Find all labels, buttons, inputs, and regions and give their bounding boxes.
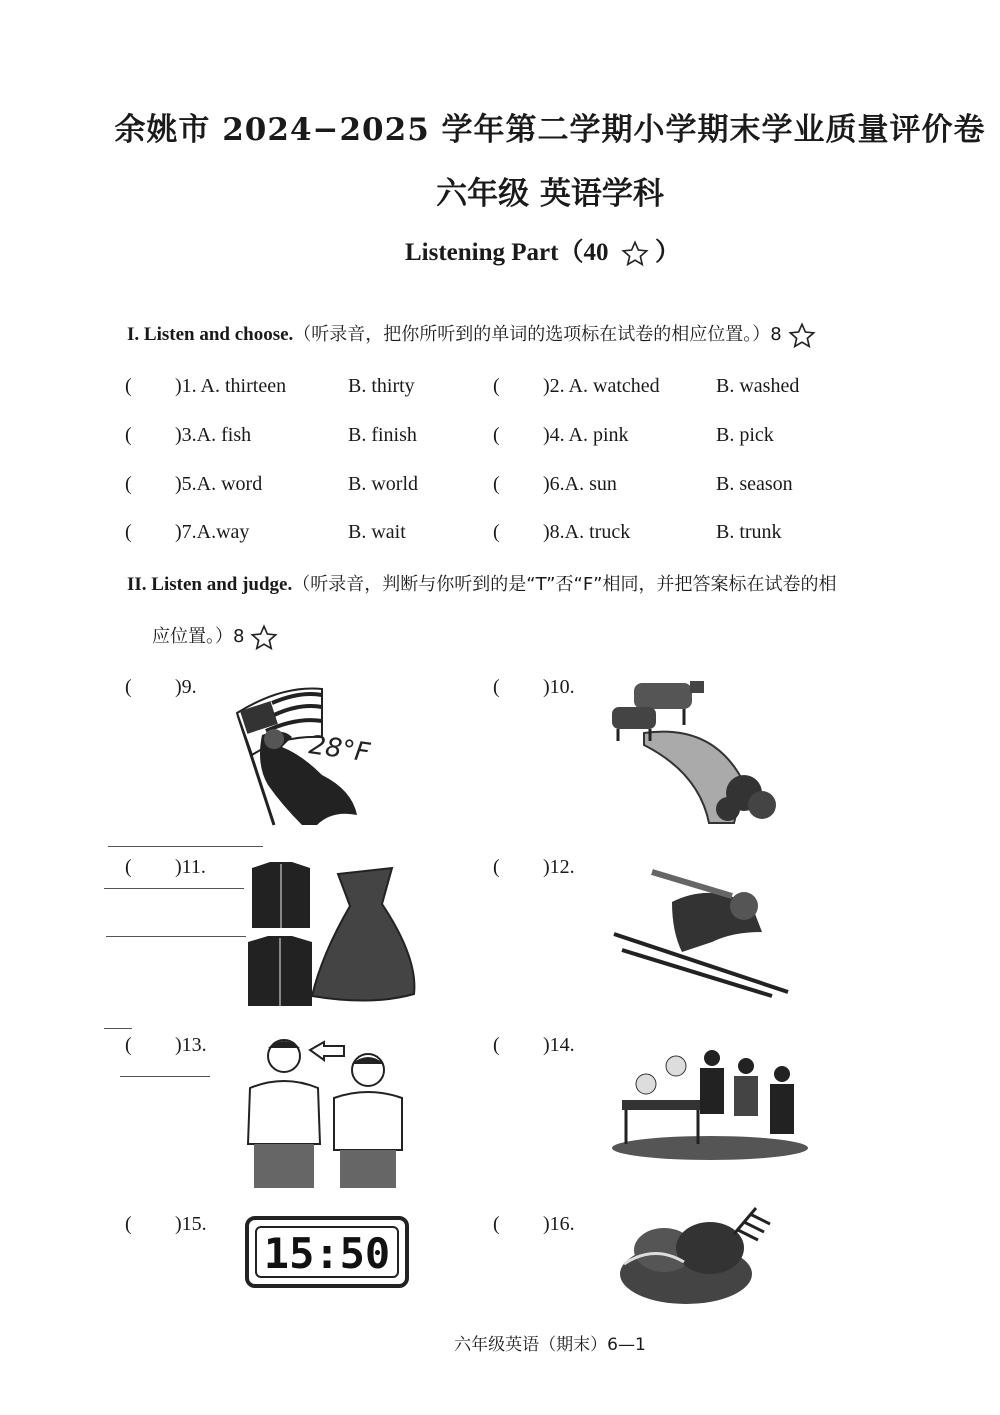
skier-picture <box>612 862 794 1000</box>
clock-time: 15:50 <box>255 1226 399 1278</box>
q5-paren[interactable]: ( <box>125 473 132 495</box>
arrow-icon <box>310 1042 344 1060</box>
part-label: Listening Part（40 <box>405 239 609 266</box>
divider <box>106 936 246 937</box>
temperature-label: 28°F <box>307 730 372 769</box>
q8-option-b: B. trunk <box>716 521 782 543</box>
q3-paren[interactable]: ( <box>125 424 132 446</box>
grade-subject: 六年级 英语学科 <box>436 176 664 212</box>
q13-paren[interactable]: ( <box>125 1034 132 1056</box>
q9-number: )9. <box>175 676 197 698</box>
q4-option-b: B. pick <box>716 424 774 446</box>
q15-number: )15. <box>175 1213 207 1235</box>
queue-picture <box>612 1044 810 1162</box>
section2-instruction-2: 应位置。）8 <box>152 626 245 647</box>
two-boys-picture <box>240 1034 416 1190</box>
boy-icon <box>248 1040 320 1188</box>
q6-option-a: )6.A. sun <box>543 473 617 495</box>
section1-heading <box>127 320 816 350</box>
listening-part-heading <box>0 232 1000 268</box>
q11-number: )11. <box>175 856 206 878</box>
q5-option-a: )5.A. word <box>175 473 263 495</box>
q1-paren[interactable]: ( <box>125 375 132 397</box>
cloud-icon <box>620 1222 752 1304</box>
q4-paren[interactable]: ( <box>493 424 500 446</box>
section2-heading <box>127 570 837 596</box>
page-footer: 六年级英语（期末）6—1 <box>454 1335 646 1355</box>
q8-paren[interactable]: ( <box>493 521 500 543</box>
q7-paren[interactable]: ( <box>125 521 132 543</box>
q1-option-a: )1. A. thirteen <box>175 375 287 397</box>
q2-option-b: B. washed <box>716 375 800 397</box>
section2-instruction: （听录音，判断与你听到的是“T”否“F”相同，并把答案标在试卷的相 <box>292 574 837 595</box>
divider <box>120 1076 210 1077</box>
section1-instruction: （听录音，把你所听到的单词的选项标在试卷的相应位置。）8 <box>293 324 782 345</box>
exam-title: 余姚市 2024−2025 学年第二学期小学期末学业质量评价卷 <box>114 112 986 148</box>
cow-icon <box>612 707 656 741</box>
q16-paren[interactable]: ( <box>493 1213 500 1235</box>
q9-paren[interactable]: ( <box>125 676 132 698</box>
q6-option-b: B. season <box>716 473 793 495</box>
q6-paren[interactable]: ( <box>493 473 500 495</box>
person-icon <box>734 1058 758 1116</box>
divider <box>104 888 244 889</box>
q15-paren[interactable]: ( <box>125 1213 132 1235</box>
divider <box>108 846 263 847</box>
q2-paren[interactable]: ( <box>493 375 500 397</box>
q5-option-b: B. world <box>348 473 418 495</box>
q14-paren[interactable]: ( <box>493 1034 500 1056</box>
q12-number: )12. <box>543 856 575 878</box>
divider <box>104 1028 132 1029</box>
q3-option-b: B. finish <box>348 424 417 446</box>
section2-instruction-cont <box>152 622 278 652</box>
star-icon <box>250 624 278 652</box>
cows-road-picture <box>604 673 788 828</box>
q7-option-b: B. wait <box>348 521 406 543</box>
boy-icon <box>334 1054 402 1188</box>
q10-paren[interactable]: ( <box>493 676 500 698</box>
eagle-flag-picture <box>222 675 392 837</box>
star-icon <box>621 240 649 268</box>
q12-paren[interactable]: ( <box>493 856 500 878</box>
q10-number: )10. <box>543 676 575 698</box>
q16-number: )16. <box>543 1213 575 1235</box>
q2-option-a: )2. A. watched <box>543 375 660 397</box>
cloud-wind-picture <box>614 1204 784 1310</box>
q3-option-a: )3.A. fish <box>175 424 252 446</box>
jacket-icon <box>248 936 312 1006</box>
clothes-picture <box>242 858 420 1008</box>
star-icon <box>788 322 816 350</box>
jacket-icon <box>252 862 310 928</box>
q11-paren[interactable]: ( <box>125 856 132 878</box>
section2-title: II. Listen and judge. <box>127 574 293 595</box>
section1-title: I. Listen and choose. <box>127 324 294 345</box>
q14-number: )14. <box>543 1034 575 1056</box>
skier-icon <box>614 872 788 996</box>
person-icon <box>770 1066 794 1134</box>
q13-number: )13. <box>175 1034 207 1056</box>
q1-option-b: B. thirty <box>348 375 415 397</box>
q8-option-a: )8.A. truck <box>543 521 631 543</box>
digital-clock <box>245 1216 409 1288</box>
part-close: ） <box>654 239 680 266</box>
q7-option-a: )7.A.way <box>175 521 250 543</box>
q4-option-a: )4. A. pink <box>543 424 629 446</box>
person-icon <box>700 1050 724 1114</box>
dress-icon <box>312 868 414 1001</box>
counter-icon <box>622 1056 702 1144</box>
